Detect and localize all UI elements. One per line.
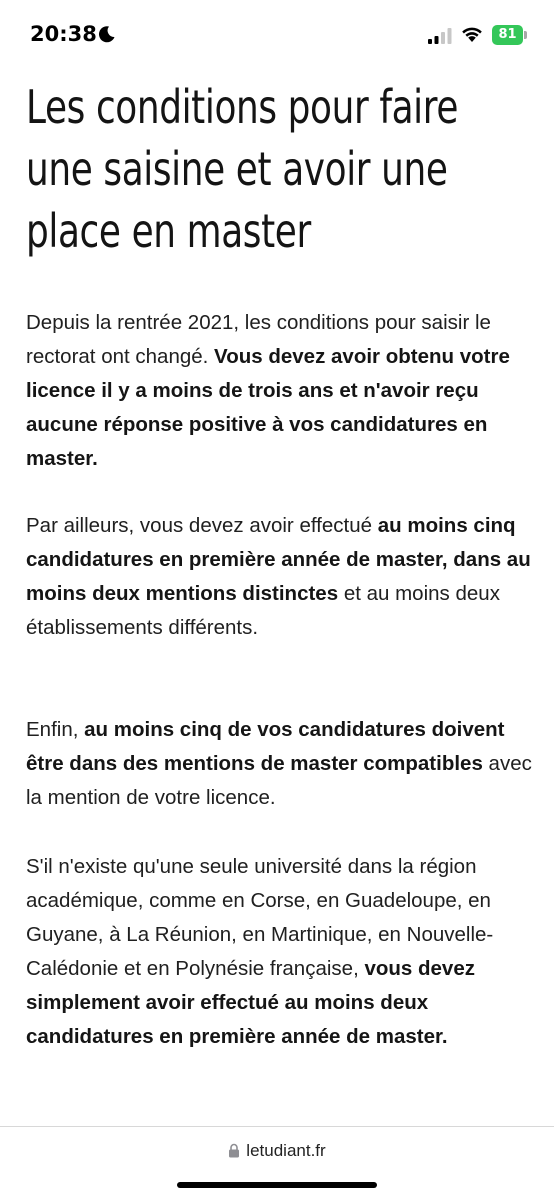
signal-icon — [428, 28, 452, 44]
article-paragraph — [26, 509, 532, 645]
text-segment: avec la mention de votre licence. — [26, 752, 532, 809]
article-paragraph — [26, 850, 532, 1054]
bold-text-segment: vous devez simplement avoir effectué au moins deux candidatures en première année de master. — [26, 957, 475, 1048]
bold-text-segment: au moins cinq de vos candidatures doivent être dans des mentions de master compatibles — [26, 718, 505, 775]
home-indicator[interactable] — [177, 1182, 377, 1188]
battery-level: 81 — [498, 27, 517, 42]
article-paragraph — [26, 713, 532, 815]
page-title: Les conditions pour faire une saisine et avoir une place en master — [26, 80, 459, 258]
article — [26, 76, 532, 1048]
text-segment: S'il n'existe qu'une seule université dans la région académique, comme en Corse, en Guadeloupe, en Guyane, à La Réunion, en Martinique, en Nouvelle-Calédonie et en Polynésie française, — [26, 855, 494, 980]
moon-icon — [98, 25, 116, 43]
text-segment: Depuis la rentrée 2021, les conditions pour saisir le rectorat ont changé. — [26, 311, 491, 368]
bold-text-segment: au moins cinq candidatures en première année de master, dans au moins deux mentions distinctes — [26, 514, 531, 605]
status-time: 20:38 — [30, 22, 97, 46]
bold-text-segment: Vous devez avoir obtenu votre licence il y a moins de trois ans et n'avoir reçu aucune réponse positive à vos candidatures en master. — [26, 345, 510, 470]
battery-icon — [492, 25, 528, 45]
status-bar — [0, 0, 554, 70]
article-paragraph — [26, 306, 532, 476]
address-bar[interactable] — [0, 1141, 554, 1161]
text-segment: et au moins deux établissements différents. — [26, 582, 500, 639]
wifi-icon — [460, 25, 484, 43]
lock-icon — [228, 1143, 240, 1158]
browser-bottom-bar — [0, 1126, 554, 1201]
text-segment: Enfin, — [26, 718, 85, 741]
text-segment: Par ailleurs, vous devez avoir effectué — [26, 514, 378, 537]
url-text: letudiant.fr — [246, 1141, 326, 1160]
